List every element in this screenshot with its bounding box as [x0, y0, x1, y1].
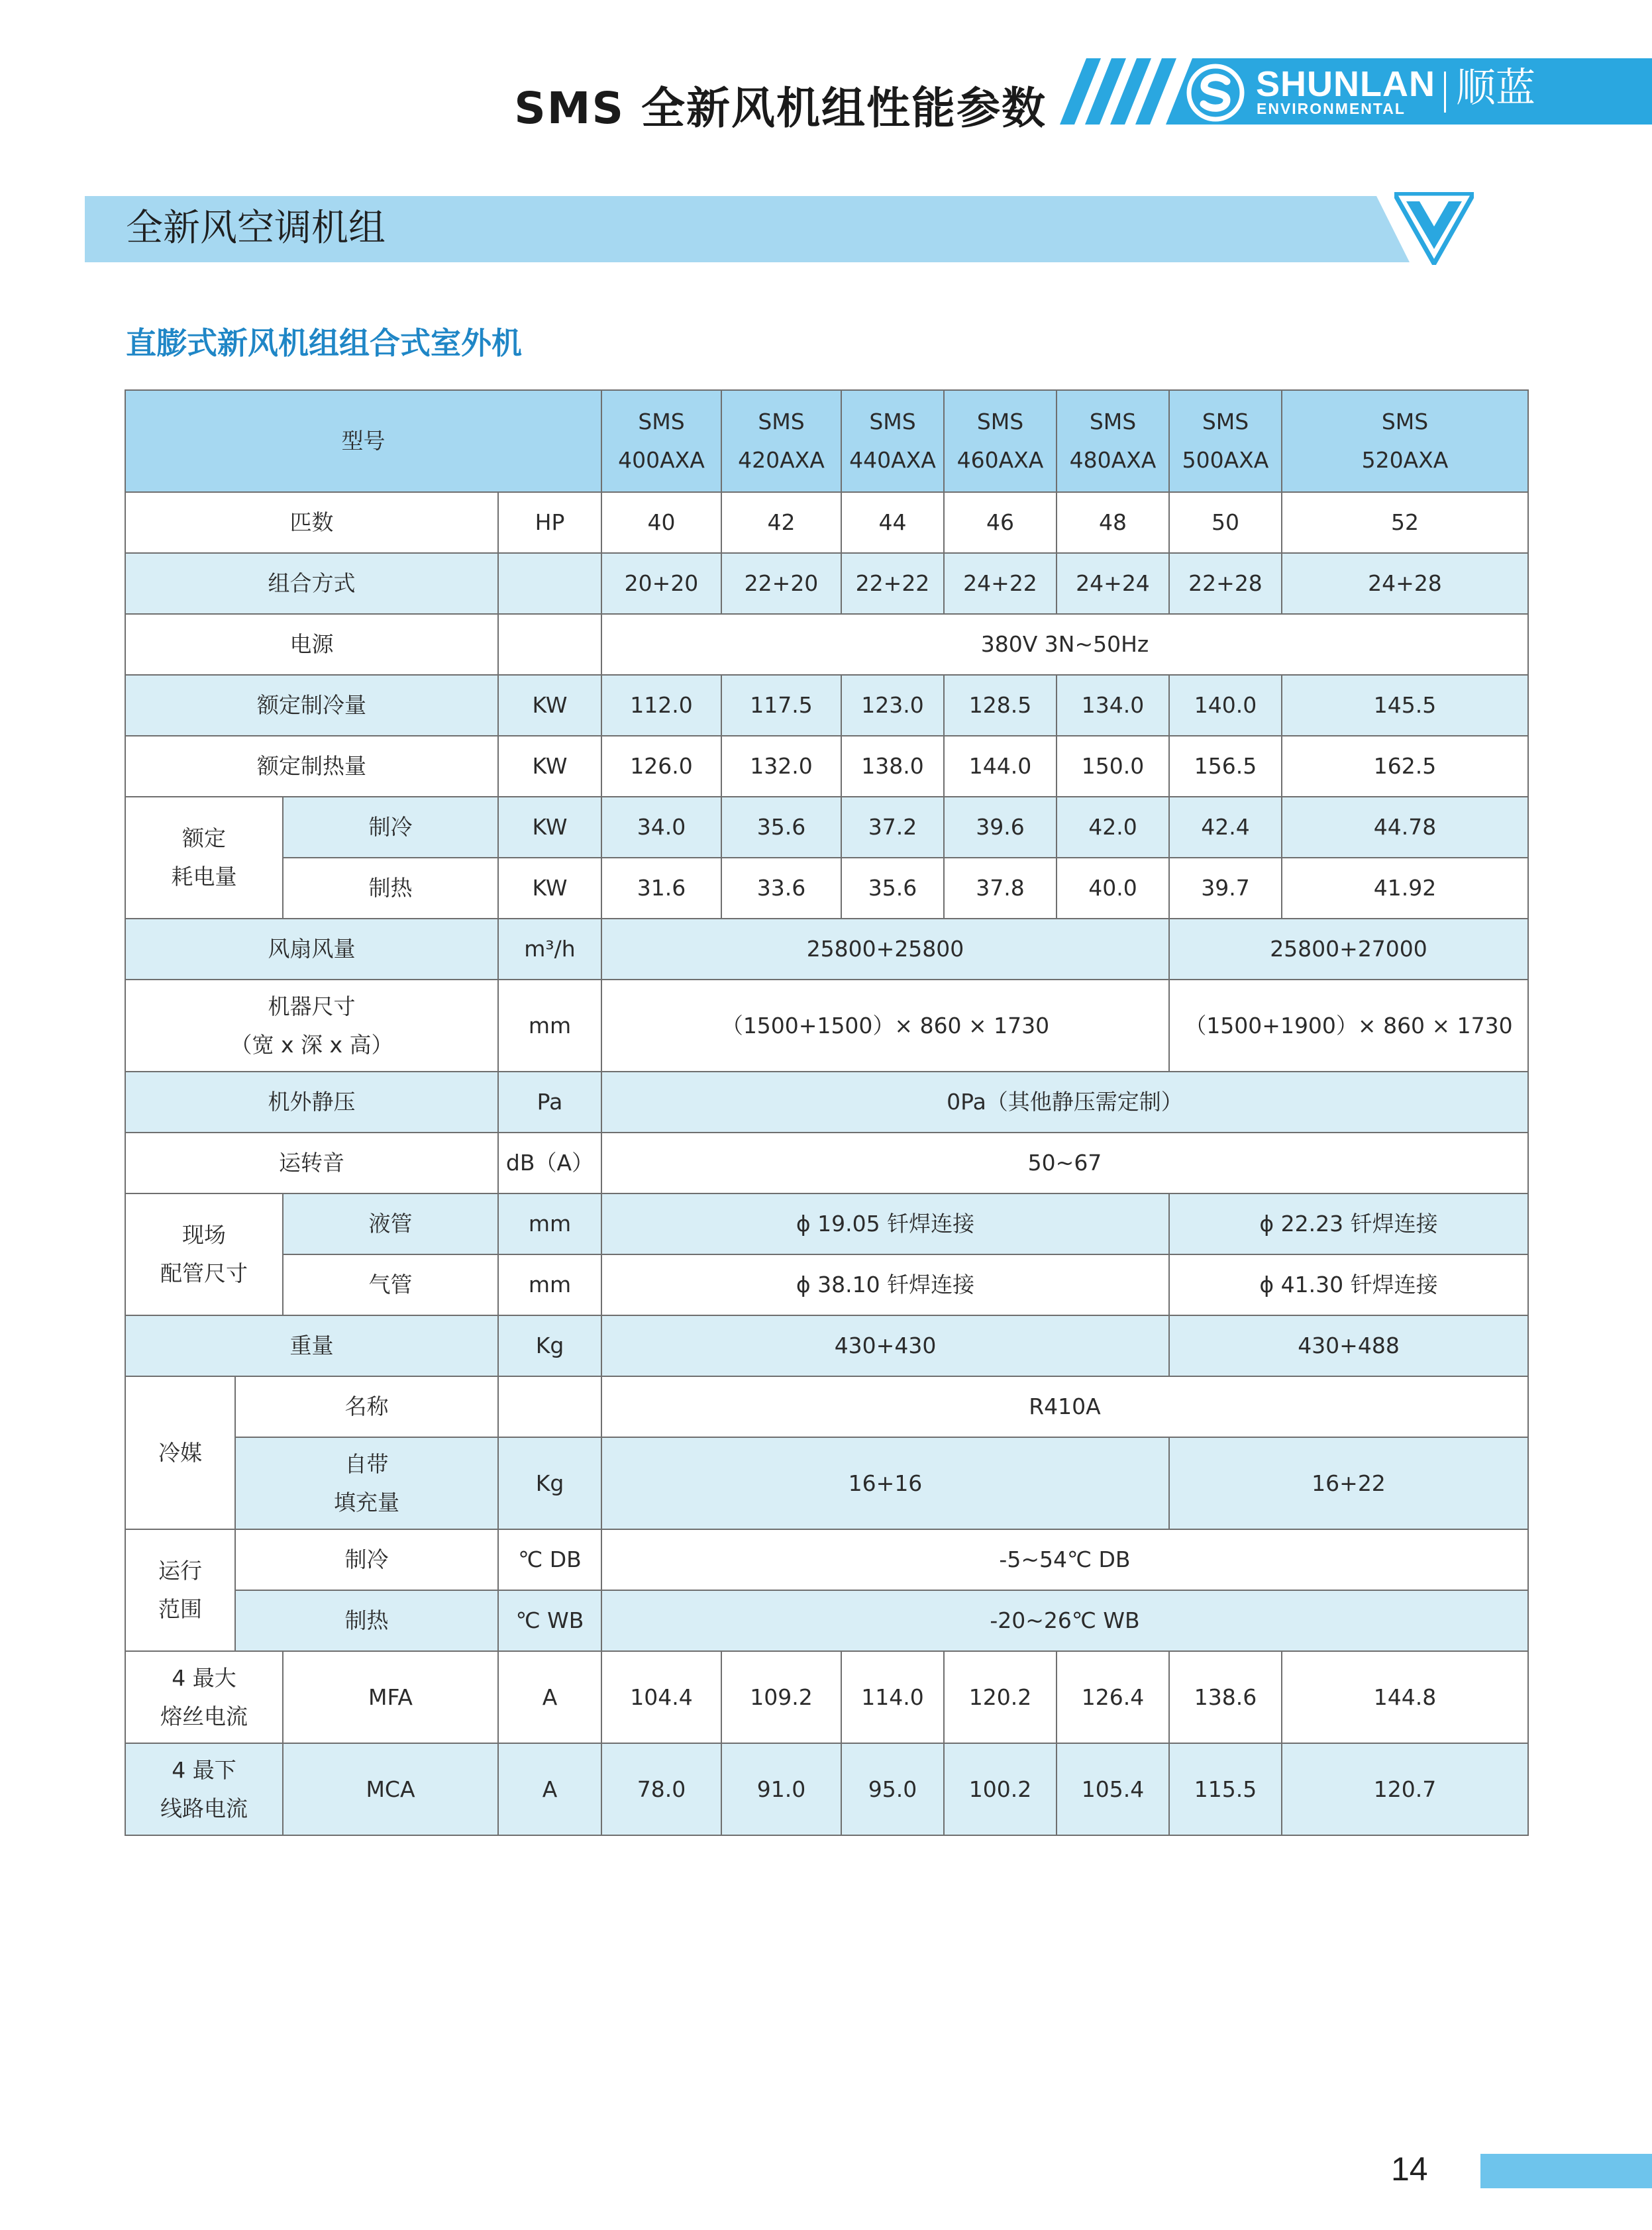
value-cell: 134.0	[1057, 675, 1169, 736]
value-cell: 0Pa（其他静压需定制）	[601, 1072, 1528, 1133]
page-title: SMS 全新风机组性能参数	[514, 83, 1047, 134]
value-cell: 128.5	[944, 675, 1057, 736]
value-cell: 40	[601, 492, 721, 553]
table-row-range-cool	[125, 1529, 1528, 1590]
model-cell: SMS 480AXA	[1057, 390, 1169, 492]
value-cell: 91.0	[721, 1743, 841, 1835]
value-cell: 132.0	[721, 736, 841, 797]
model-cell: SMS 520AXA	[1282, 390, 1528, 492]
value-cell: 156.5	[1169, 736, 1282, 797]
value-cell: 44.78	[1282, 797, 1528, 858]
table-row-gas-pipe	[125, 1254, 1528, 1315]
value-cell: 40.0	[1057, 858, 1169, 919]
unit-cell	[498, 1376, 601, 1437]
unit-cell: Pa	[498, 1072, 601, 1133]
value-cell: 16+16	[601, 1437, 1169, 1529]
unit-cell: KW	[498, 675, 601, 736]
value-cell: 35.6	[841, 858, 944, 919]
value-cell: 123.0	[841, 675, 944, 736]
group-label-operating-range: 运行 范围	[125, 1529, 235, 1651]
value-cell: R410A	[601, 1376, 1528, 1437]
shunlan-logo-icon	[1186, 63, 1245, 123]
value-cell: 33.6	[721, 858, 841, 919]
value-cell: 138.0	[841, 736, 944, 797]
model-cell: SMS 440AXA	[841, 390, 944, 492]
value-cell: ϕ 19.05 钎焊连接	[601, 1193, 1169, 1254]
group-label-consumption: 额定 耗电量	[125, 797, 283, 919]
value-cell: 145.5	[1282, 675, 1528, 736]
unit-cell: dB（A）	[498, 1133, 601, 1193]
value-cell: 34.0	[601, 797, 721, 858]
unit-cell: Kg	[498, 1437, 601, 1529]
table-row-combo	[125, 553, 1528, 614]
group-label-piping: 现场 配管尺寸	[125, 1193, 283, 1315]
table-row-refrigerant-name	[125, 1376, 1528, 1437]
value-cell: 31.6	[601, 858, 721, 919]
value-cell: -20~26℃ WB	[601, 1590, 1528, 1651]
value-cell: 109.2	[721, 1651, 841, 1743]
unit-cell: KW	[498, 858, 601, 919]
value-cell: 126.0	[601, 736, 721, 797]
row-label: 风扇风量	[125, 919, 498, 980]
unit-cell: mm	[498, 980, 601, 1072]
value-cell: 144.0	[944, 736, 1057, 797]
row-label: 组合方式	[125, 553, 498, 614]
row-label: 机器尺寸 （宽 x 深 x 高）	[125, 980, 498, 1072]
table-row-noise	[125, 1133, 1528, 1193]
row-label: 制冷	[235, 1529, 498, 1590]
value-cell: -5~54℃ DB	[601, 1529, 1528, 1590]
row-label: 4 最大 熔丝电流	[125, 1651, 283, 1743]
value-cell: 50	[1169, 492, 1282, 553]
value-cell: 25800+27000	[1169, 919, 1528, 980]
unit-cell: A	[498, 1651, 601, 1743]
value-cell: 112.0	[601, 675, 721, 736]
table-row-static-pressure	[125, 1072, 1528, 1133]
table-row-airflow	[125, 919, 1528, 980]
value-cell: 117.5	[721, 675, 841, 736]
table-row-cooling-capacity	[125, 675, 1528, 736]
table-row-model	[125, 390, 1528, 492]
row-label: 制热	[283, 858, 498, 919]
value-cell: （1500+1500）× 860 × 1730	[601, 980, 1169, 1072]
page-number: 14	[1391, 2151, 1428, 2188]
spec-table	[125, 389, 1529, 1836]
table-row-mca	[125, 1743, 1528, 1835]
product-subtitle: 直膨式新风机组组合式室外机	[126, 325, 522, 361]
value-cell: 46	[944, 492, 1057, 553]
table-row-heating-capacity	[125, 736, 1528, 797]
value-cell: 24+28	[1282, 553, 1528, 614]
unit-cell: KW	[498, 797, 601, 858]
footer-accent-bar	[1480, 2154, 1652, 2188]
value-cell: 120.7	[1282, 1743, 1528, 1835]
table-row-consumption-cool	[125, 797, 1528, 858]
row-label: 名称	[235, 1376, 498, 1437]
value-cell: 430+488	[1169, 1315, 1528, 1376]
value-cell: 22+28	[1169, 553, 1282, 614]
triangle-v-emblem-icon	[1394, 192, 1474, 265]
unit-cell: mm	[498, 1254, 601, 1315]
table-row-dimensions	[125, 980, 1528, 1072]
table-row-consumption-heat	[125, 858, 1528, 919]
row-code: MFA	[283, 1651, 498, 1743]
value-cell: ϕ 22.23 钎焊连接	[1169, 1193, 1528, 1254]
unit-cell	[498, 614, 601, 675]
unit-cell: HP	[498, 492, 601, 553]
section-title: 全新风空调机组	[126, 207, 386, 250]
value-cell: 126.4	[1057, 1651, 1169, 1743]
value-cell: 37.2	[841, 797, 944, 858]
table-row-refrigerant-charge	[125, 1437, 1528, 1529]
value-cell: 105.4	[1057, 1743, 1169, 1835]
value-cell: 24+22	[944, 553, 1057, 614]
unit-cell: A	[498, 1743, 601, 1835]
value-cell: 138.6	[1169, 1651, 1282, 1743]
value-cell: 78.0	[601, 1743, 721, 1835]
value-cell: 95.0	[841, 1743, 944, 1835]
model-cell: SMS 500AXA	[1169, 390, 1282, 492]
value-cell: 39.7	[1169, 858, 1282, 919]
value-cell: 42.4	[1169, 797, 1282, 858]
group-label-refrigerant: 冷媒	[125, 1376, 235, 1529]
value-cell: 16+22	[1169, 1437, 1528, 1529]
value-cell: 162.5	[1282, 736, 1528, 797]
value-cell: 42	[721, 492, 841, 553]
value-cell: 115.5	[1169, 1743, 1282, 1835]
row-label: 电源	[125, 614, 498, 675]
row-label: 额定制热量	[125, 736, 498, 797]
value-cell: 20+20	[601, 553, 721, 614]
model-cell: SMS 460AXA	[944, 390, 1057, 492]
unit-cell: ℃ WB	[498, 1590, 601, 1651]
row-label: 运转音	[125, 1133, 498, 1193]
row-label: 重量	[125, 1315, 498, 1376]
table-row-liquid-pipe	[125, 1193, 1528, 1254]
value-cell: 41.92	[1282, 858, 1528, 919]
value-cell: 22+22	[841, 553, 944, 614]
brand-subtitle: ENVIRONMENTAL	[1257, 100, 1406, 117]
value-cell: 48	[1057, 492, 1169, 553]
model-header-label: 型号	[125, 390, 601, 492]
row-label: 额定制冷量	[125, 675, 498, 736]
table-row-mfa	[125, 1651, 1528, 1743]
row-label: 自带 填充量	[235, 1437, 498, 1529]
model-cell: SMS 420AXA	[721, 390, 841, 492]
value-cell: 42.0	[1057, 797, 1169, 858]
value-cell: 39.6	[944, 797, 1057, 858]
value-cell: 100.2	[944, 1743, 1057, 1835]
value-cell: 50~67	[601, 1133, 1528, 1193]
value-cell: 140.0	[1169, 675, 1282, 736]
value-cell: 24+24	[1057, 553, 1169, 614]
value-cell: 35.6	[721, 797, 841, 858]
row-code: MCA	[283, 1743, 498, 1835]
value-cell: 104.4	[601, 1651, 721, 1743]
value-cell: 120.2	[944, 1651, 1057, 1743]
unit-cell: m³/h	[498, 919, 601, 980]
row-label: 制热	[235, 1590, 498, 1651]
row-label: 液管	[283, 1193, 498, 1254]
value-cell: ϕ 41.30 钎焊连接	[1169, 1254, 1528, 1315]
unit-cell: KW	[498, 736, 601, 797]
value-cell: 37.8	[944, 858, 1057, 919]
row-label: 气管	[283, 1254, 498, 1315]
value-cell: （1500+1900）× 860 × 1730	[1169, 980, 1528, 1072]
unit-cell: mm	[498, 1193, 601, 1254]
row-label: 机外静压	[125, 1072, 498, 1133]
table-row-weight	[125, 1315, 1528, 1376]
value-cell: 150.0	[1057, 736, 1169, 797]
value-cell: ϕ 38.10 钎焊连接	[601, 1254, 1169, 1315]
value-cell: 114.0	[841, 1651, 944, 1743]
table-row-range-heat	[125, 1590, 1528, 1651]
value-cell: 44	[841, 492, 944, 553]
row-label: 4 最下 线路电流	[125, 1743, 283, 1835]
table-row-hp	[125, 492, 1528, 553]
brand-name-cn: 顺蓝	[1456, 65, 1535, 111]
row-label: 匹数	[125, 492, 498, 553]
value-cell: 380V 3N~50Hz	[601, 614, 1528, 675]
unit-cell: Kg	[498, 1315, 601, 1376]
brand-name-en: SHUNLAN	[1256, 64, 1435, 104]
table-row-power	[125, 614, 1528, 675]
model-cell: SMS 400AXA	[601, 390, 721, 492]
brand-divider	[1444, 72, 1446, 113]
unit-cell: ℃ DB	[498, 1529, 601, 1590]
value-cell: 430+430	[601, 1315, 1169, 1376]
value-cell: 52	[1282, 492, 1528, 553]
value-cell: 144.8	[1282, 1651, 1528, 1743]
row-label: 制冷	[283, 797, 498, 858]
value-cell: 25800+25800	[601, 919, 1169, 980]
unit-cell	[498, 553, 601, 614]
value-cell: 22+20	[721, 553, 841, 614]
